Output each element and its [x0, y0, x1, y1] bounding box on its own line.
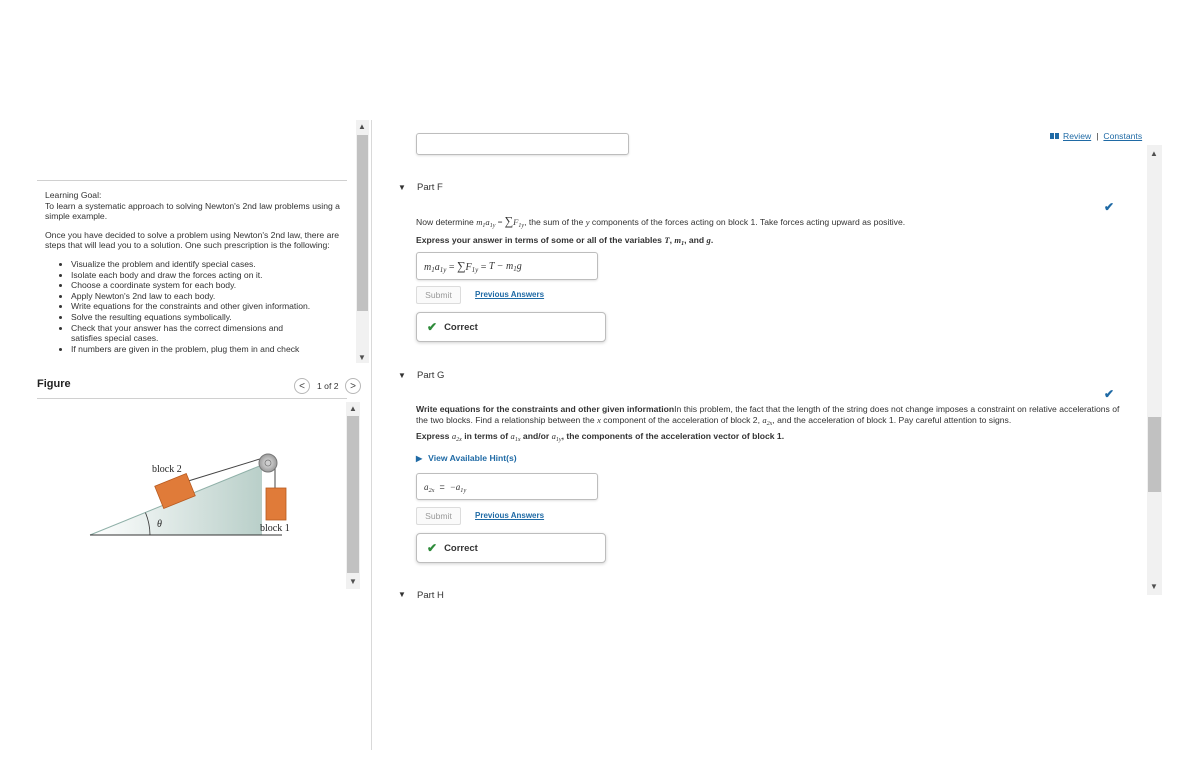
block-1 — [266, 488, 286, 520]
part-g-previous-answers-link[interactable]: Previous Answers — [475, 511, 545, 520]
parts-scrollbar[interactable] — [1147, 145, 1162, 595]
part-g-status-check-icon: ✔ — [1104, 387, 1115, 401]
figure-scrollbar[interactable] — [346, 402, 360, 589]
intro-pane — [37, 120, 355, 362]
scroll-down-icon[interactable]: ▼ — [349, 576, 357, 586]
chevron-left-icon: < — [299, 380, 305, 392]
intro-top-rule — [37, 180, 347, 181]
list-item: • Isolate each body and draw the forces acting on it. — [71, 270, 345, 281]
part-g-answer-eq: = — [439, 481, 445, 492]
part-f-answer-field[interactable] — [416, 252, 598, 280]
correct-check-icon: ✔ — [427, 320, 438, 334]
header-links — [1050, 131, 1142, 141]
list-item: • If numbers are given in the problem, plug them in and check — [71, 344, 345, 355]
figure-pager: 1 of 2 — [317, 381, 339, 391]
parts-scroll-thumb[interactable] — [1148, 417, 1161, 492]
pane-divider[interactable] — [371, 120, 372, 750]
list-item: • Write equations for the constraints and other given information. — [71, 301, 345, 312]
scroll-up-icon[interactable]: ▲ — [1150, 148, 1158, 158]
part-g-instructions: Express $a_{2x}$ in terms of $a_{1x}$ and/or $a_{1y}$, the components of the acceleration vector of block 1. — [416, 431, 785, 443]
constants-link[interactable]: Constants — [1103, 131, 1143, 141]
theta-label: θ — [157, 519, 162, 530]
part-h-title[interactable]: Part H — [417, 590, 444, 601]
part-g-hint-toggle[interactable] — [416, 453, 517, 463]
part-g-correct-label: Correct — [444, 542, 478, 554]
incline-figure — [37, 400, 347, 590]
part-g-hint-label: View Available Hint(s) — [428, 453, 517, 463]
list-item: • Visualize the problem and identify special cases. — [71, 259, 345, 270]
part-g-collapse-icon[interactable]: ▼ — [398, 371, 406, 380]
block-1-label: block 1 — [260, 523, 290, 534]
scroll-up-icon[interactable]: ▲ — [358, 121, 366, 131]
correct-check-icon: ✔ — [427, 541, 438, 555]
part-h-collapse-icon[interactable]: ▼ — [398, 590, 406, 599]
parts-pane — [380, 145, 1150, 601]
figure-prev-button[interactable] — [294, 378, 310, 394]
learning-goal-text: To learn a systematic approach to solving Newton's 2nd law problems using a simple example. — [45, 200, 340, 222]
review-link[interactable]: Review — [1063, 131, 1092, 141]
part-g-answer-lhs: $a_{2x}$ — [424, 481, 435, 494]
intro-scrollbar[interactable] — [356, 120, 369, 363]
review-icon — [1050, 133, 1059, 139]
figure-header-rule — [37, 398, 347, 399]
scroll-down-icon[interactable]: ▼ — [358, 352, 366, 362]
block-2-label: block 2 — [152, 464, 182, 475]
list-item: • Check that your answer has the correct dimensions and satisfies special cases. — [71, 323, 345, 344]
caret-right-icon: ▶ — [416, 453, 423, 463]
figure-canvas — [37, 400, 347, 590]
learning-goal-title: Learning Goal: — [45, 190, 102, 200]
part-g-answer-value: $-a_{1y}$ — [449, 481, 467, 494]
chevron-right-icon: > — [350, 380, 356, 392]
part-f-question: Now determine $m_1a_{1y} = \sum F_{1y}$, the sum of the y components of the forces acting on block 1. Take forces acting upward as positive. — [416, 214, 906, 229]
part-f-title[interactable]: Part F — [417, 182, 443, 193]
figure-title: Figure — [37, 378, 71, 390]
list-item: • Apply Newton's 2nd law to each body. — [71, 291, 345, 302]
steps-list — [45, 259, 345, 354]
part-f-answer-value: $T - m_1g$ — [488, 260, 522, 273]
pulley-hub — [265, 460, 271, 466]
part-f-previous-answers-link[interactable]: Previous Answers — [475, 290, 545, 299]
scroll-up-icon[interactable]: ▲ — [349, 403, 357, 413]
part-f-collapse-icon[interactable]: ▼ — [398, 183, 406, 192]
list-item: • Solve the resulting equations symbolically. — [71, 312, 345, 323]
figure-next-button[interactable] — [345, 378, 361, 394]
part-f-answer-lhs: $m_1a_{1y} = \sum F_{1y}$ = — [424, 258, 487, 274]
intro-paragraph: Once you have decided to solve a problem using Newton's 2nd law, there are steps that will lead you to a solution. One such prescription is the following: — [45, 229, 340, 251]
intro-scroll-thumb[interactable] — [357, 135, 368, 311]
part-f-submit-button[interactable]: Submit — [416, 286, 461, 304]
header-separator: | — [1096, 131, 1099, 141]
scroll-down-icon[interactable]: ▼ — [1150, 581, 1158, 591]
part-g-question: Write equations for the constraints and other given informationIn this problem, the fact that the length of the string does not change imposes a constraint on relative accelerations of the two blocks. Find a relationship between the x component of the acceleration of block 2, $a_{2x}$, and the acceleration of block 1. Pay careful attention to signs. — [416, 404, 1120, 427]
list-item: • Choose a coordinate system for each body. — [71, 280, 345, 291]
previous-answer-box — [416, 133, 629, 155]
part-f-correct-label: Correct — [444, 321, 478, 333]
part-g-answer-field[interactable] — [416, 473, 598, 500]
part-g-title[interactable]: Part G — [417, 370, 445, 381]
part-f-status-check-icon: ✔ — [1104, 200, 1115, 214]
part-f-instructions: Express your answer in terms of some or all of the variables T, $m_1$, and g. — [416, 235, 714, 247]
intro-content — [45, 190, 345, 354]
part-g-submit-button[interactable]: Submit — [416, 507, 461, 525]
part-g-feedback — [416, 533, 606, 563]
part-f-feedback — [416, 312, 606, 342]
figure-scroll-thumb[interactable] — [347, 416, 359, 573]
